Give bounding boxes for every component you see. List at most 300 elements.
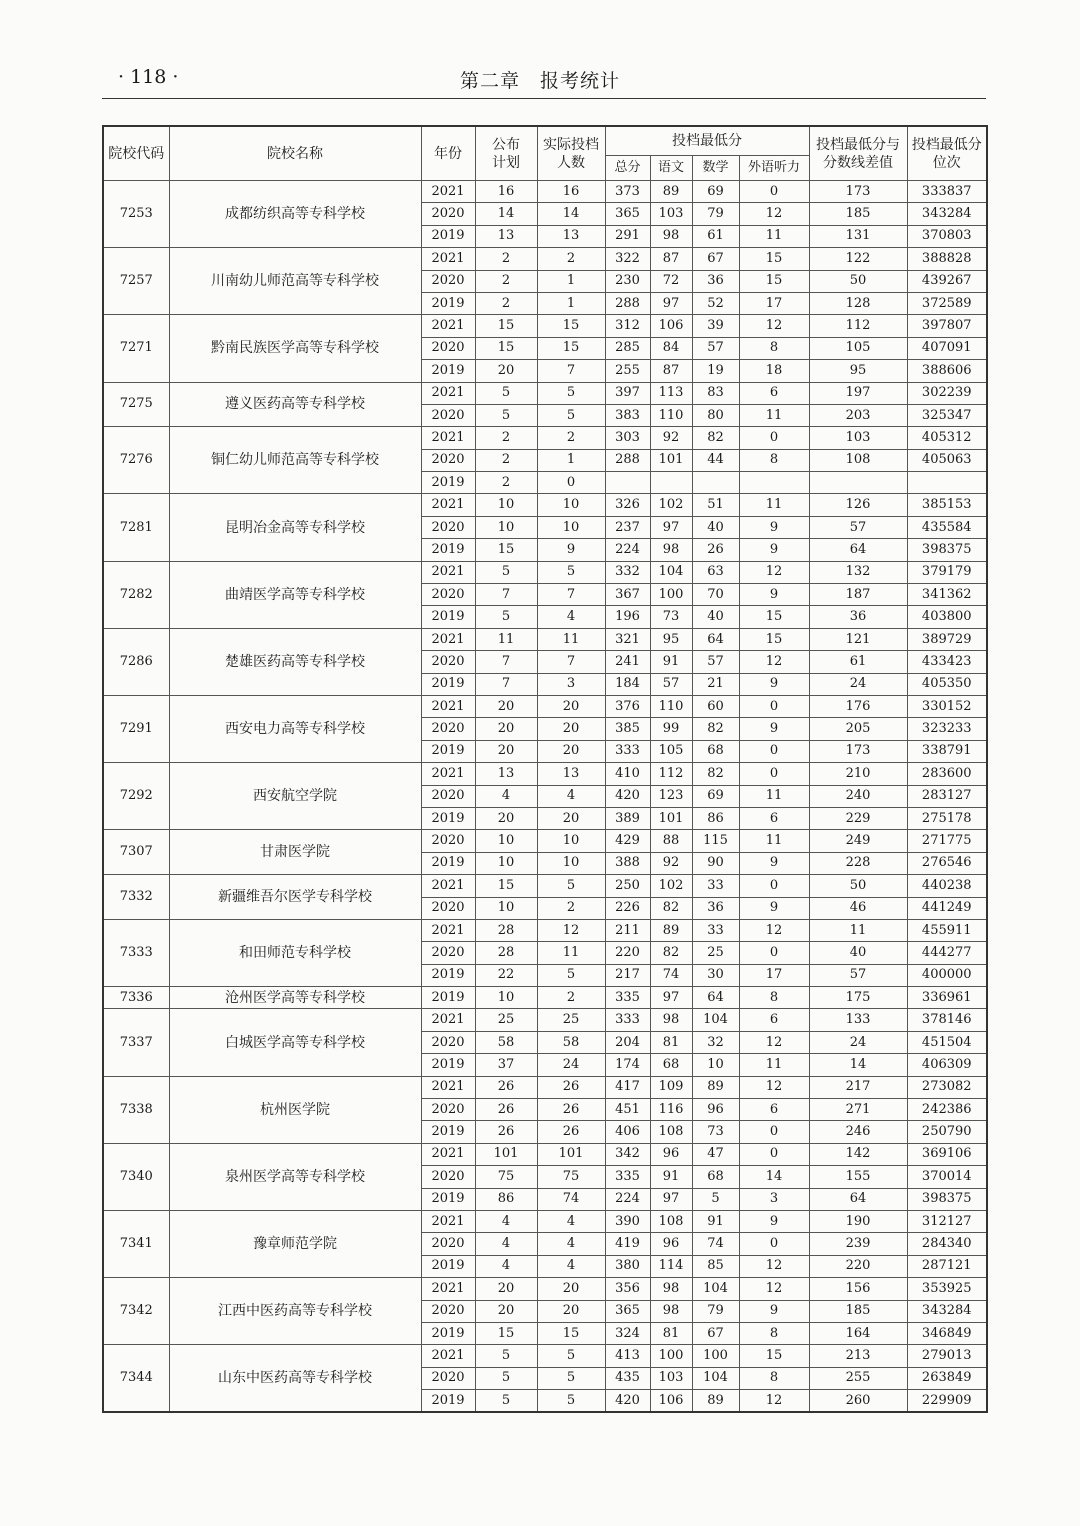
math-cell: 70 [692,584,739,606]
actual-cell: 3 [537,673,605,695]
year-cell: 2019 [421,1121,475,1143]
rank-cell: 229909 [907,1390,987,1413]
rank-cell: 403800 [907,606,987,628]
math-cell: 85 [692,1255,739,1277]
plan-cell: 20 [475,1278,537,1300]
plan-cell: 5 [475,1390,537,1413]
diff-cell: 126 [809,494,907,516]
chinese-cell: 102 [650,875,692,897]
total-cell: 413 [605,1345,650,1367]
chinese-cell: 97 [650,292,692,314]
rank-cell: 406309 [907,1054,987,1076]
year-cell: 2019 [421,740,475,762]
plan-cell: 20 [475,695,537,717]
table-row [103,875,987,897]
math-cell: 68 [692,1166,739,1188]
total-cell: 321 [605,628,650,650]
actual-cell: 20 [537,740,605,762]
total-cell: 285 [605,337,650,359]
math-cell: 64 [692,987,739,1009]
math-cell: 83 [692,382,739,404]
foreign-cell: 12 [739,1076,809,1098]
foreign-cell: 11 [739,830,809,852]
diff-cell: 173 [809,740,907,762]
actual-cell: 1 [537,449,605,471]
table-row [103,1345,987,1367]
diff-cell: 246 [809,1121,907,1143]
year-cell: 2021 [421,315,475,337]
foreign-cell: 12 [739,203,809,225]
rank-cell: 385153 [907,494,987,516]
chinese-cell: 72 [650,270,692,292]
math-cell: 33 [692,875,739,897]
foreign-cell: 8 [739,337,809,359]
table-row [103,181,987,203]
school-name-cell: 和田师范专科学校 [169,919,421,986]
school-code-cell: 7281 [103,494,169,561]
foreign-cell: 0 [739,763,809,785]
rank-cell: 271775 [907,830,987,852]
math-cell: 90 [692,852,739,874]
plan-cell: 10 [475,516,537,538]
diff-cell: 185 [809,1300,907,1322]
math-cell: 91 [692,1210,739,1232]
actual-cell: 15 [537,337,605,359]
table-row [103,628,987,650]
year-cell: 2020 [421,1300,475,1322]
school-code-cell: 7341 [103,1210,169,1277]
plan-cell: 2 [475,472,537,494]
math-cell: 40 [692,516,739,538]
header-rule [102,98,986,99]
rank-cell: 440238 [907,875,987,897]
chinese-cell: 82 [650,897,692,919]
diff-cell: 210 [809,763,907,785]
chinese-cell: 110 [650,695,692,717]
foreign-cell: 11 [739,785,809,807]
admission-score-table [102,125,988,1413]
year-cell: 2019 [421,1054,475,1076]
rank-cell: 370803 [907,225,987,247]
total-cell: 389 [605,807,650,829]
plan-cell: 26 [475,1099,537,1121]
total-cell: 335 [605,1166,650,1188]
foreign-cell: 15 [739,248,809,270]
plan-cell: 5 [475,1367,537,1389]
chinese-cell: 106 [650,315,692,337]
actual-cell: 11 [537,628,605,650]
year-cell: 2020 [421,1233,475,1255]
plan-cell: 11 [475,628,537,650]
plan-cell: 15 [475,315,537,337]
foreign-cell: 15 [739,606,809,628]
school-name-cell: 沧州医学高等专科学校 [169,987,421,1009]
rank-cell: 283127 [907,785,987,807]
foreign-cell: 9 [739,1210,809,1232]
chinese-cell: 102 [650,494,692,516]
year-cell: 2021 [421,628,475,650]
total-cell: 373 [605,181,650,203]
foreign-cell: 11 [739,1054,809,1076]
foreign-cell: 14 [739,1166,809,1188]
school-code-cell: 7275 [103,382,169,427]
total-cell: 288 [605,449,650,471]
rank-cell: 370014 [907,1166,987,1188]
total-cell: 303 [605,427,650,449]
chinese-cell: 87 [650,248,692,270]
actual-cell: 13 [537,225,605,247]
diff-cell: 205 [809,718,907,740]
math-cell: 57 [692,337,739,359]
chinese-cell [650,472,692,494]
diff-cell: 228 [809,852,907,874]
math-cell: 39 [692,315,739,337]
table-row [103,830,987,852]
year-cell: 2019 [421,1188,475,1210]
foreign-cell: 12 [739,315,809,337]
plan-cell: 14 [475,203,537,225]
table-row [103,1009,987,1031]
year-cell: 2019 [421,964,475,986]
rank-cell: 323233 [907,718,987,740]
math-cell: 64 [692,628,739,650]
foreign-cell: 11 [739,404,809,426]
total-cell: 174 [605,1054,650,1076]
total-cell: 435 [605,1367,650,1389]
chinese-cell: 123 [650,785,692,807]
year-cell: 2021 [421,1143,475,1165]
plan-cell: 2 [475,270,537,292]
school-code-cell: 7257 [103,248,169,315]
diff-cell: 24 [809,673,907,695]
foreign-cell: 11 [739,494,809,516]
total-cell: 220 [605,942,650,964]
diff-cell: 255 [809,1367,907,1389]
plan-cell: 26 [475,1121,537,1143]
chinese-cell: 103 [650,203,692,225]
year-cell: 2020 [421,1166,475,1188]
school-name-cell: 黔南民族医学高等专科学校 [169,315,421,382]
total-cell: 237 [605,516,650,538]
chinese-cell: 101 [650,807,692,829]
math-cell: 5 [692,1188,739,1210]
plan-cell: 5 [475,606,537,628]
chinese-cell: 114 [650,1255,692,1277]
diff-cell: 57 [809,516,907,538]
total-cell: 204 [605,1031,650,1053]
year-cell: 2021 [421,1278,475,1300]
actual-cell: 74 [537,1188,605,1210]
diff-cell: 57 [809,964,907,986]
plan-cell: 4 [475,785,537,807]
rank-cell: 435584 [907,516,987,538]
rank-cell: 250790 [907,1121,987,1143]
school-name-cell: 甘肃医学院 [169,830,421,875]
math-cell: 69 [692,785,739,807]
math-cell: 32 [692,1031,739,1053]
actual-cell: 4 [537,1210,605,1232]
actual-cell: 5 [537,875,605,897]
total-cell: 322 [605,248,650,270]
year-cell: 2019 [421,539,475,561]
year-cell: 2020 [421,1031,475,1053]
header-rank: 投档最低分位次 [907,126,987,181]
year-cell: 2021 [421,494,475,516]
rank-cell: 263849 [907,1367,987,1389]
plan-cell: 15 [475,337,537,359]
total-cell [605,472,650,494]
school-name-cell: 遵义医药高等专科学校 [169,382,421,427]
year-cell: 2021 [421,248,475,270]
diff-cell: 112 [809,315,907,337]
school-name-cell: 西安航空学院 [169,763,421,830]
year-cell: 2021 [421,427,475,449]
plan-cell: 16 [475,181,537,203]
plan-cell: 15 [475,539,537,561]
total-cell: 429 [605,830,650,852]
foreign-cell: 9 [739,718,809,740]
actual-cell: 4 [537,1233,605,1255]
actual-cell: 24 [537,1054,605,1076]
year-cell: 2020 [421,203,475,225]
plan-cell: 26 [475,1076,537,1098]
rank-cell: 378146 [907,1009,987,1031]
diff-cell: 61 [809,651,907,673]
foreign-cell: 15 [739,270,809,292]
foreign-cell: 9 [739,852,809,874]
chinese-cell: 100 [650,584,692,606]
rank-cell: 279013 [907,1345,987,1367]
math-cell: 57 [692,651,739,673]
diff-cell: 197 [809,382,907,404]
diff-cell: 24 [809,1031,907,1053]
foreign-cell: 9 [739,897,809,919]
rank-cell: 284340 [907,1233,987,1255]
foreign-cell: 12 [739,1255,809,1277]
diff-cell: 103 [809,427,907,449]
table-row [103,763,987,785]
school-code-cell: 7333 [103,919,169,986]
actual-cell: 4 [537,1255,605,1277]
school-code-cell: 7332 [103,875,169,920]
diff-cell: 190 [809,1210,907,1232]
actual-cell: 26 [537,1076,605,1098]
rank-cell: 439267 [907,270,987,292]
plan-cell: 7 [475,651,537,673]
math-cell: 104 [692,1009,739,1031]
chinese-cell: 96 [650,1233,692,1255]
actual-cell: 1 [537,292,605,314]
table-row [103,248,987,270]
actual-cell: 2 [537,248,605,270]
diff-cell: 128 [809,292,907,314]
math-cell: 61 [692,225,739,247]
header-actual: 实际投档人数 [537,126,605,181]
year-cell: 2021 [421,1210,475,1232]
rank-cell [907,472,987,494]
actual-cell: 20 [537,1300,605,1322]
rank-cell: 343284 [907,1300,987,1322]
chinese-cell: 109 [650,1076,692,1098]
total-cell: 420 [605,785,650,807]
rank-cell: 398375 [907,1188,987,1210]
school-code-cell: 7291 [103,695,169,762]
foreign-cell: 3 [739,1188,809,1210]
year-cell: 2020 [421,1367,475,1389]
actual-cell: 25 [537,1009,605,1031]
total-cell: 333 [605,740,650,762]
rank-cell: 441249 [907,897,987,919]
math-cell: 60 [692,695,739,717]
foreign-cell: 12 [739,1278,809,1300]
math-cell: 82 [692,718,739,740]
chinese-cell: 98 [650,1009,692,1031]
diff-cell: 240 [809,785,907,807]
plan-cell: 10 [475,987,537,1009]
plan-cell: 75 [475,1166,537,1188]
chinese-cell: 74 [650,964,692,986]
actual-cell: 16 [537,181,605,203]
school-name-cell: 新疆维吾尔医学专科学校 [169,875,421,920]
plan-cell: 25 [475,1009,537,1031]
year-cell: 2019 [421,606,475,628]
foreign-cell: 0 [739,942,809,964]
school-name-cell: 西安电力高等专科学校 [169,695,421,762]
chinese-cell: 112 [650,763,692,785]
plan-cell: 4 [475,1210,537,1232]
chinese-cell: 81 [650,1322,692,1344]
foreign-cell: 9 [739,673,809,695]
foreign-cell: 8 [739,1322,809,1344]
chinese-cell: 84 [650,337,692,359]
actual-cell: 14 [537,203,605,225]
diff-cell: 173 [809,181,907,203]
plan-cell: 20 [475,718,537,740]
plan-cell: 10 [475,830,537,852]
actual-cell: 75 [537,1166,605,1188]
rank-cell: 389729 [907,628,987,650]
school-code-cell: 7344 [103,1345,169,1413]
year-cell: 2019 [421,360,475,382]
math-cell: 86 [692,807,739,829]
chinese-cell: 92 [650,852,692,874]
rank-cell: 242386 [907,1099,987,1121]
diff-cell: 175 [809,987,907,1009]
total-cell: 241 [605,651,650,673]
diff-cell: 40 [809,942,907,964]
math-cell: 96 [692,1099,739,1121]
school-code-cell: 7340 [103,1143,169,1210]
foreign-cell: 17 [739,292,809,314]
year-cell: 2021 [421,1009,475,1031]
school-name-cell: 泉州医学高等专科学校 [169,1143,421,1210]
total-cell: 184 [605,673,650,695]
plan-cell: 5 [475,382,537,404]
math-cell: 74 [692,1233,739,1255]
diff-cell: 156 [809,1278,907,1300]
school-code-cell: 7282 [103,561,169,628]
math-cell: 104 [692,1367,739,1389]
total-cell: 255 [605,360,650,382]
school-name-cell: 昆明冶金高等专科学校 [169,494,421,561]
rank-cell: 388606 [907,360,987,382]
year-cell: 2020 [421,404,475,426]
diff-cell: 185 [809,203,907,225]
foreign-cell: 0 [739,427,809,449]
actual-cell: 26 [537,1121,605,1143]
school-name-cell: 铜仁幼儿师范高等专科学校 [169,427,421,494]
foreign-cell: 15 [739,628,809,650]
plan-cell: 10 [475,897,537,919]
year-cell: 2021 [421,875,475,897]
total-cell: 335 [605,987,650,1009]
actual-cell: 20 [537,807,605,829]
year-cell: 2021 [421,1076,475,1098]
total-cell: 451 [605,1099,650,1121]
total-cell: 390 [605,1210,650,1232]
rank-cell: 369106 [907,1143,987,1165]
total-cell: 417 [605,1076,650,1098]
chinese-cell: 116 [650,1099,692,1121]
plan-cell: 15 [475,875,537,897]
foreign-cell: 17 [739,964,809,986]
foreign-cell: 0 [739,1143,809,1165]
diff-cell: 142 [809,1143,907,1165]
total-cell: 226 [605,897,650,919]
chinese-cell: 97 [650,987,692,1009]
rank-cell: 283600 [907,763,987,785]
total-cell: 291 [605,225,650,247]
total-cell: 342 [605,1143,650,1165]
math-cell: 68 [692,740,739,762]
rank-cell: 353925 [907,1278,987,1300]
diff-cell: 131 [809,225,907,247]
math-cell: 25 [692,942,739,964]
diff-cell: 187 [809,584,907,606]
plan-cell: 22 [475,964,537,986]
actual-cell: 5 [537,1367,605,1389]
school-code-cell: 7336 [103,987,169,1009]
actual-cell: 1 [537,270,605,292]
plan-cell: 20 [475,1300,537,1322]
diff-cell [809,472,907,494]
chinese-cell: 110 [650,404,692,426]
math-cell: 100 [692,1345,739,1367]
rank-cell: 333837 [907,181,987,203]
diff-cell: 64 [809,539,907,561]
actual-cell: 15 [537,1322,605,1344]
year-cell: 2019 [421,1322,475,1344]
school-code-cell: 7271 [103,315,169,382]
foreign-cell: 12 [739,651,809,673]
actual-cell: 10 [537,516,605,538]
actual-cell: 5 [537,382,605,404]
chinese-cell: 98 [650,225,692,247]
total-cell: 288 [605,292,650,314]
math-cell: 30 [692,964,739,986]
diff-cell: 239 [809,1233,907,1255]
diff-cell: 176 [809,695,907,717]
actual-cell: 12 [537,919,605,941]
actual-cell: 10 [537,830,605,852]
math-cell: 40 [692,606,739,628]
actual-cell: 4 [537,606,605,628]
foreign-cell: 12 [739,919,809,941]
rank-cell: 379179 [907,561,987,583]
year-cell: 2021 [421,382,475,404]
header-total: 总分 [605,156,650,181]
math-cell: 69 [692,181,739,203]
